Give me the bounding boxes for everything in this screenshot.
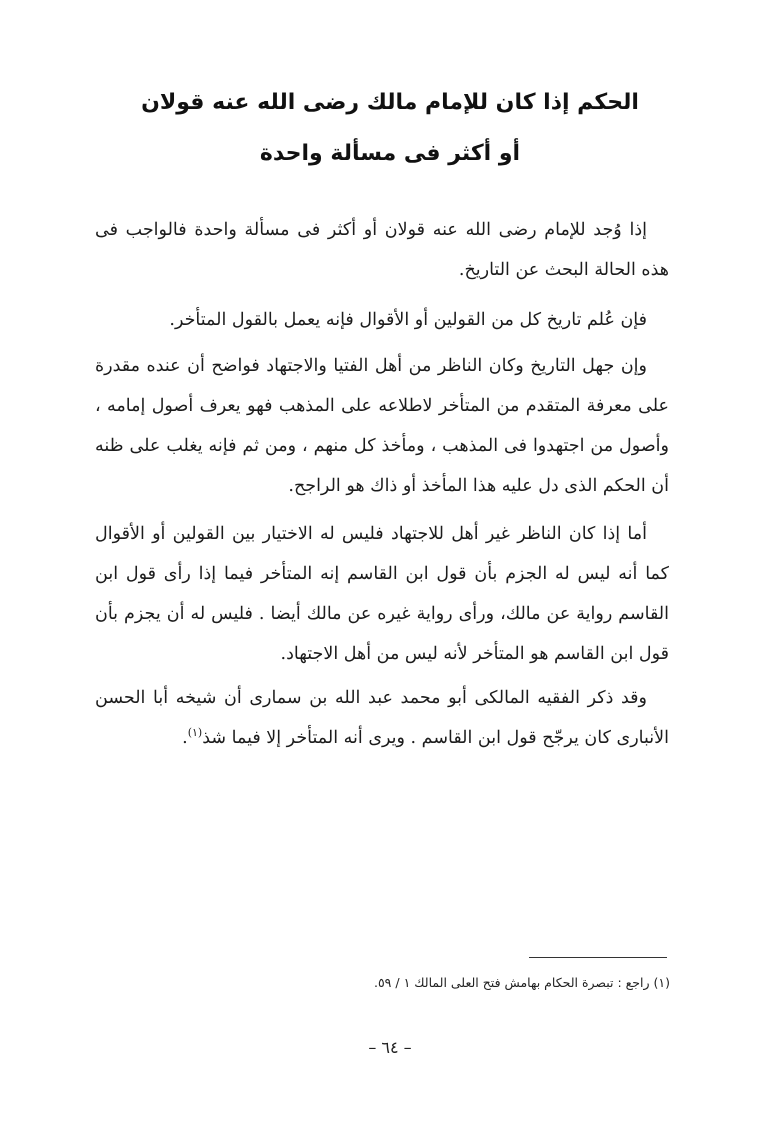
paragraph-2: فإن عُلم تاريخ كل من القولين أو الأقوال فإنه يعمل بالقول المتأخر. — [169, 310, 647, 330]
paragraph-3: وإن جهل التاريخ وكان الناظر من أهل الفتيا والاجتهاد فواضح أن عنده مقدرة على معرفة المتقدم من المتأخر لاطلاعه على المذهب فهو يعرف أصول إمامه ، وأصول من اجتهدوا فى المذهب ، ومأخذ كل منهم ، ومن ثم فإنه يغلب على ظنه أن الحكم الذى دل عليه هذا المأخذ أو ذاك هو الراجح. — [95, 356, 669, 496]
chapter-title-line-1: الحكم إذا كان للإمام مالك رضى الله عنه قولان — [141, 90, 639, 115]
paragraph-5-text: وقد ذكر الفقيه المالكى أبو محمد عبد الله بن سمارى أن شيخه أبا الحسن الأنبارى كان يرجّح قول ابن القاسم . ويرى أنه المتأخر إلا فيما شذ — [95, 688, 669, 748]
paragraph-5 — [95, 678, 669, 758]
paragraph-4: أما إذا كان الناظر غير أهل للاجتهاد فليس له الاختيار بين القولين أو الأقوال كما أنه ليس له الجزم بأن قول ابن القاسم إنه المتأخر فيما إذا رأى قول ابن القاسم رواية عن مالك، ورأى رواية غيره عن مالك أيضا . فليس له أن يجزم بأن قول ابن القاسم هو المتأخر لأنه ليس من أهل الاجتهاد. — [95, 524, 669, 664]
footnote-reference: (١) — [187, 726, 203, 740]
footnote: (١) راجع : تبصرة الحكام بهامش فتح العلى المالك ١ / ٥٩. — [373, 975, 670, 990]
footnote-divider — [529, 957, 667, 958]
paragraph-1: إذا وُجد للإمام رضى الله عنه قولان أو أكثر فى مسألة واحدة فالواجب فى هذه الحالة البحث عن التاريخ. — [95, 220, 669, 280]
chapter-title-line-2: أو أكثر فى مسألة واحدة — [259, 141, 521, 166]
paragraph-5-end: . — [182, 728, 188, 748]
page-number: – ٦٤ – — [368, 1038, 412, 1057]
